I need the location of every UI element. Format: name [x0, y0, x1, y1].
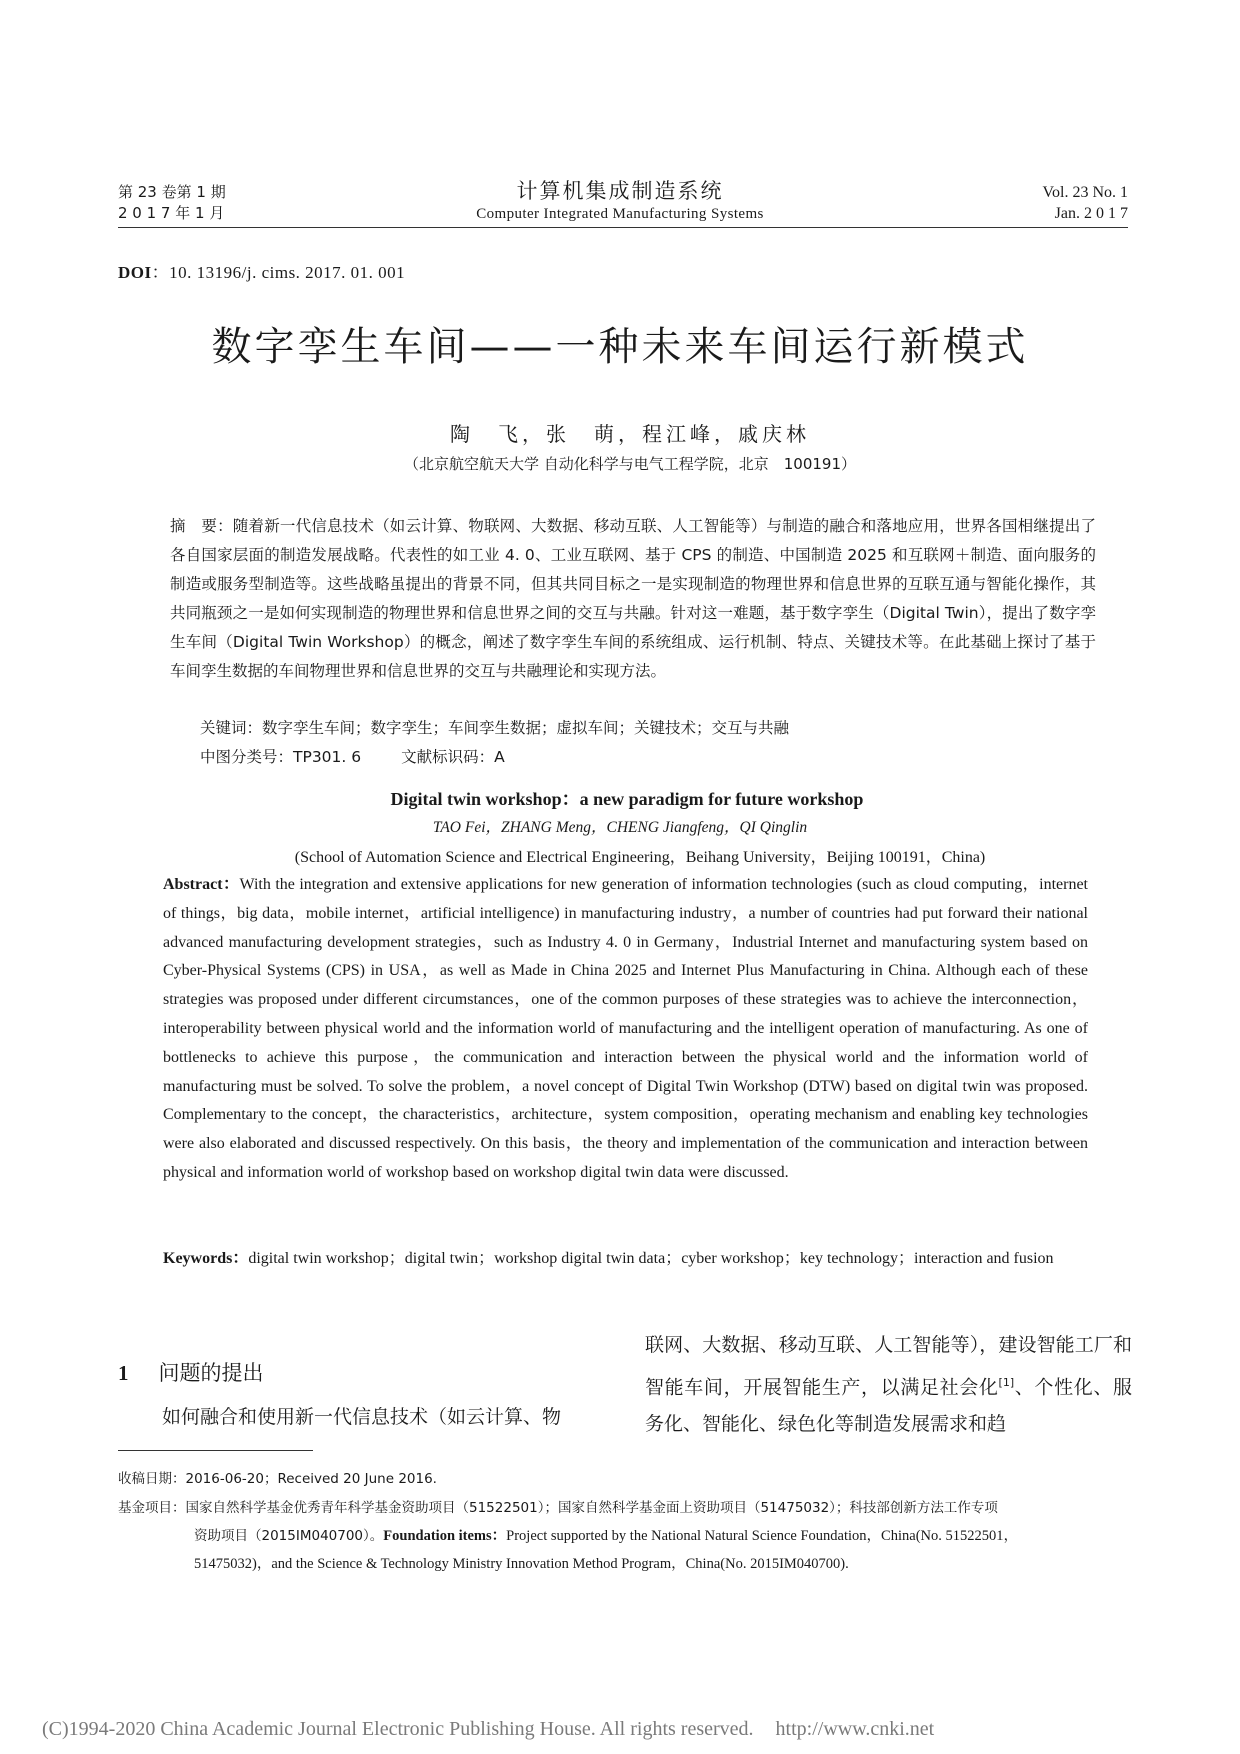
citation-ref[interactable]: [1]	[998, 1376, 1015, 1389]
header-divider	[118, 227, 1128, 228]
abstract-en	[163, 871, 1088, 1188]
funding-cn: 基金项目：国家自然科学基金优秀青年科学基金资助项目（51522501）；国家自然科学基金面上资助项目（51475032）；科技部创新方法工作专项	[118, 1500, 998, 1516]
affiliation-en: (School of Automation Science and Electrical Engineering，Beihang University，Beijing 100191，China)	[294, 849, 986, 866]
section-title: 问题的提出	[158, 1361, 264, 1385]
header-volume-en: Vol. 23 No. 1	[1042, 184, 1128, 201]
footnote-divider	[118, 1450, 313, 1451]
copyright-line	[42, 1718, 934, 1741]
journal-name-cn: 计算机集成制造系统	[516, 179, 724, 203]
doi	[118, 258, 405, 283]
header-volume-en-block	[1043, 182, 1129, 224]
paper-title-cn: 数字孪生车间——一种未来车间运行新模式	[211, 324, 1029, 370]
abstract-cn	[170, 512, 1096, 686]
funding-cn-cont: 资助项目（2015IM040700）。	[194, 1528, 384, 1544]
abstract-cn-text: 随着新一代信息技术（如云计算、物联网、大数据、移动互联、人工智能等）与制造的融合和落地应用，世界各国相继提出了各自国家层面的制造发展战略。代表性的如工业 4. 0、工业互联网、基于 CPS 的制造、中国制造 2025 和互联网＋制造、面向服务的制造或服务型制造等。这些战略虽提出的背景不同，但其共同目标之一是实现制造的物理世界和信息世界的互联互通与智能化操作，其共同瓶颈之一是如何实现制造的物理世界和信息世界之间的交互与共融。针对这一难题，基于数字孪生（Digital Twin），提出了数字孪生车间（Digital Twin Workshop）的概念，阐述了数字孪生车间的系统组成、运行机制、特点、关键技术等。在此基础上探讨了基于车间孪生数据的车间物理世界和信息世界的交互与共融理论和实现方法。	[170, 517, 1096, 680]
footnote-funding	[118, 1494, 1130, 1578]
body-right-text-b: 、个性化、服务化、智能化、绿色化等制造发展需求和趋	[645, 1376, 1132, 1436]
header-date-cn: 2 0 1 7 年 1 月	[118, 204, 225, 222]
doi-value: ：10. 13196/j. cims. 2017. 01. 001	[151, 263, 406, 282]
abstract-cn-label: 摘 要：	[170, 517, 233, 535]
funding-continued	[118, 1522, 1130, 1550]
body-right-text-a: 联网、大数据、移动互联、人工智能等），建设智能工厂和智能车间，开展智能生产，以满足社会化	[645, 1334, 1132, 1399]
doi-label: DOI	[118, 263, 152, 282]
journal-name-en: Computer Integrated Manufacturing Systems	[476, 206, 764, 222]
classification-line	[200, 745, 505, 767]
doc-code-cn: 文献标识码：A	[401, 748, 505, 766]
abstract-en-label: Abstract：	[163, 876, 240, 893]
keywords-cn: 关键词：数字孪生车间；数字孪生；车间孪生数据；虚拟车间；关键技术；交互与共融	[200, 719, 790, 737]
authors-en: TAO Fei，ZHANG Meng，CHENG Jiangfeng，QI Qinglin	[432, 819, 808, 836]
footnote-received: 收稿日期：2016-06-20；Received 20 June 2016.	[118, 1471, 437, 1487]
classification-cn: 中图分类号：TP301. 6	[200, 748, 362, 766]
body-left-column: 如何融合和使用新一代信息技术（如云计算、物	[162, 1406, 562, 1428]
affiliation-cn: （北京航空航天大学 自动化科学与电气工程学院，北京 100191）	[403, 455, 857, 473]
keywords-en-text: digital twin workshop；digital twin；workshop digital twin data；cyber workshop；key technology；interaction and fusion	[248, 1250, 1054, 1267]
paper-title-en: Digital twin workshop：a new paradigm for future workshop	[390, 789, 864, 809]
copyright-text: (C)1994-2020 China Academic Journal Electronic Publishing House. All rights reserved.	[42, 1718, 754, 1740]
abstract-en-text: With the integration and extensive applications for new generation of information technologies (such as cloud computing，internet of things，big data，mobile internet，artificial intelligence) in manufacturing industry，a number of countries had put forward their national advanced manufacturing development strategies，such as Industry 4. 0 in Germany，Industrial Internet and manufacturing system based on Cyber-Physical Systems (CPS) in USA，as well as Made in China 2025 and Internet Plus Manufacturing in China. Although each of these strategies was proposed under different circumstances，one of the common purposes of these strategies was to achieve the interconnection，interoperability between physical world and the information world of manufacturing and the intelligent operation of manufacturing. As one of bottlenecks to achieve this purpose，the communication and interaction between the physical world and the information world of manufacturing must be solved. To solve the problem，a novel concept of Digital Twin Workshop (DTW) based on digital twin was proposed. Complementary to the concept，the characteristics，architecture，system composition，operating mechanism and enabling key technologies were also elaborated and discussed respectively. On this basis，the theory and implementation of the communication and interaction between physical and information world of workshop based on workshop digital twin data were discussed.	[163, 876, 1089, 1181]
keywords-en-label: Keywords：	[163, 1250, 249, 1267]
authors-cn: 陶 飞，张 萌，程江峰，戚庆林	[450, 422, 810, 446]
keywords-en	[163, 1245, 1088, 1274]
funding-en-cont: 51475032)，and the Science & Technology Ministry Innovation Method Program，China(No. 2015IM040700).	[194, 1556, 849, 1572]
funding-en: Project supported by the National Natural Science Foundation，China(No. 51522501，	[506, 1528, 1018, 1544]
header-date-en: Jan. 2 0 1 7	[1054, 205, 1128, 222]
copyright-url[interactable]: http://www.cnki.net	[775, 1718, 935, 1740]
section-number: 1	[118, 1361, 129, 1385]
header-volume-cn: 第 23 卷第 1 期	[118, 183, 226, 201]
body-right-column	[645, 1327, 1132, 1443]
section-heading	[118, 1357, 264, 1387]
funding-en-label: Foundation items：	[383, 1528, 507, 1544]
